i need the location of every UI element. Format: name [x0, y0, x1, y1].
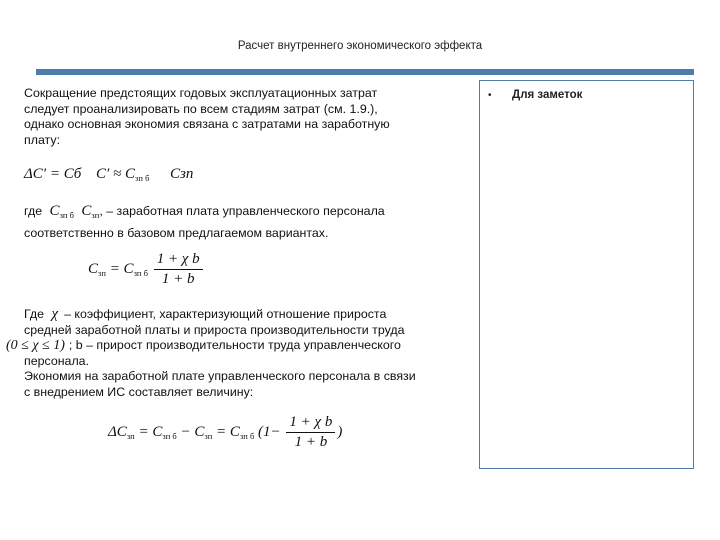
- definition-tail: , – заработная плата управленческого персонала: [99, 204, 385, 218]
- formula-part-a: ΔC′ = Cб: [24, 166, 82, 182]
- text-line: Где χ – коэффициент, характеризующий отношение прироста: [24, 306, 387, 322]
- text-line: соответственно в базовом предлагаемом вариантах.: [24, 225, 329, 240]
- formula-salary-new: $C_{зп} = C_{зп б}$ $\frac{\text{1 + χ b}}{1 + b}$: [88, 251, 205, 288]
- fraction-denominator: 1 + b: [294, 434, 328, 450]
- fraction-numerator: 1 + χ b: [154, 251, 203, 270]
- fraction: [154, 251, 203, 288]
- formula-part-b: C′ ≈ C: [96, 166, 136, 182]
- chi-symbol: χ: [51, 306, 59, 322]
- formula-part-b-subscript: зп б: [135, 173, 150, 183]
- formula-part-c: Cзп: [170, 166, 194, 182]
- text-line: Экономия на заработной плате управленческого персонала в связи: [24, 369, 416, 384]
- paragraph-definitions: [24, 204, 474, 241]
- text-line: [24, 204, 474, 224]
- formula-cost-reduction: [24, 166, 81, 183]
- paragraph-coefficient: [6, 306, 476, 401]
- text-line: с внедрением ИС составляет величину:: [24, 384, 254, 399]
- text-line: (0 ≤ χ ≤ 1) ; b – прирост производительности труда управленческого: [6, 338, 401, 354]
- formula-salary-savings: $\Delta C_{зп} = C_{зп б} - C_{зп} = C_{зп б}$ (1− $\frac{\text{1 + χ b}}{1 + b}$ ): [108, 414, 343, 450]
- text-line: Сокращение предстоящих годовых эксплуатационных затрат: [24, 86, 378, 100]
- text-line: однако основная экономия связана с затратами на заработную: [24, 117, 390, 132]
- fraction-numerator: 1 + χ b: [286, 414, 335, 433]
- text-line: персонала.: [24, 353, 90, 368]
- notes-heading: Для заметок: [512, 89, 583, 101]
- slide-title: Расчет внутреннего экономического эффекта: [237, 40, 483, 52]
- where-word: где: [24, 204, 43, 218]
- formula-salary-cost: [170, 166, 193, 183]
- paragraph-intro: [24, 86, 474, 148]
- notes-panel[interactable]: [479, 80, 694, 469]
- text-line: плату:: [24, 132, 61, 147]
- formula-cost-approx: [96, 166, 149, 183]
- text-line: средней заработной платы и прироста производительности труда: [24, 322, 405, 337]
- symbol-c-base: $C_{зп б}$: [49, 203, 74, 220]
- text-line: следует проанализировать по всем стадиям затрат (см. 1.9.),: [24, 101, 378, 116]
- chi-range: (0 ≤ χ ≤ 1): [6, 338, 65, 354]
- notes-bullet: •: [488, 90, 492, 101]
- fraction-denominator: 1 + b: [161, 271, 195, 287]
- fraction: [286, 414, 335, 451]
- title-divider: [36, 69, 694, 75]
- symbol-c-proposed: $C_{зп}$: [81, 203, 100, 220]
